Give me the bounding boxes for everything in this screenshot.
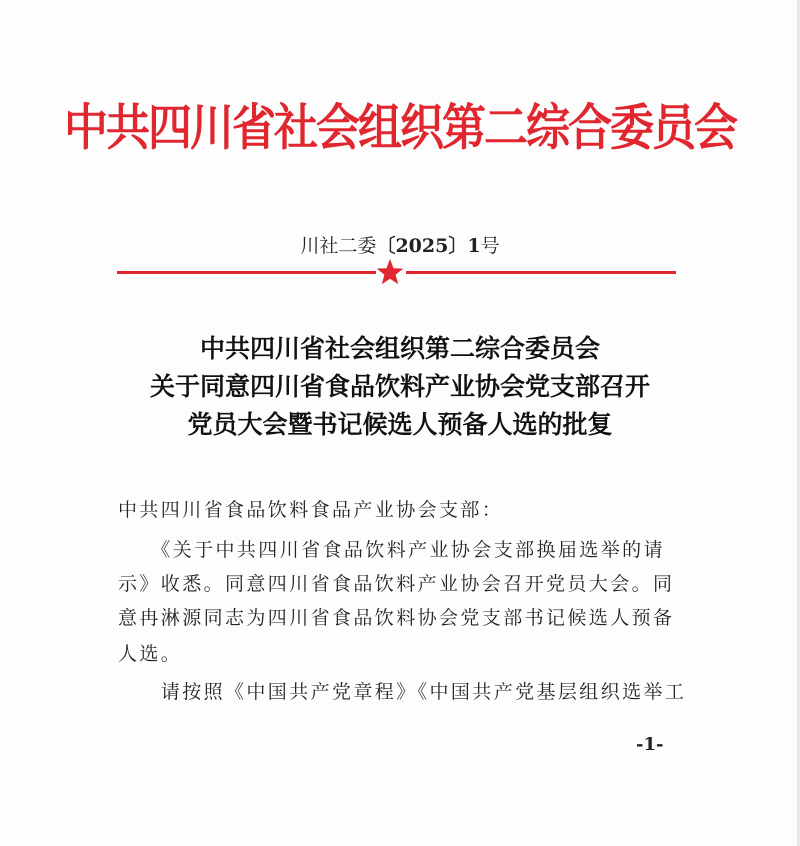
body-line: 意冉淋源同志为四川省食品饮料协会党支部书记候选人预备 (118, 607, 675, 629)
title-line-3: 党员大会暨书记候选人预备人选的批复 (187, 410, 613, 439)
doc-number-num: 1 (467, 235, 481, 257)
body-line: 示》收悉。同意四川省食品饮料产业协会召开党员大会。同 (118, 573, 675, 595)
body-line: 人选。 (118, 643, 183, 665)
document-title (0, 330, 800, 444)
body-line: 《关于中共四川省食品饮料产业协会支部换届选举的请 (118, 539, 665, 561)
red-rule-left (117, 271, 376, 274)
doc-number-prefix: 川社二委 (300, 235, 377, 257)
doc-number-suffix: 号 (480, 235, 500, 257)
doc-number-year: 〔2025〕 (376, 235, 468, 257)
title-line-1: 中共四川省社会组织第二综合委员会 (199, 334, 600, 363)
title-line-2: 关于同意四川省食品饮料产业协会党支部召开 (149, 372, 650, 401)
issuer-masthead: 中共四川省社会组织第二综合委员会 (64, 99, 736, 157)
salutation: 中共四川省食品饮料食品产业协会支部： (118, 499, 504, 521)
body-line: 请按照《中国共产党章程》《中国共产党基层组织选举工 (118, 681, 687, 703)
red-rule-right (406, 271, 676, 274)
page-number: -1- (636, 734, 664, 755)
red-star-icon (375, 257, 405, 287)
document-number (0, 232, 800, 260)
